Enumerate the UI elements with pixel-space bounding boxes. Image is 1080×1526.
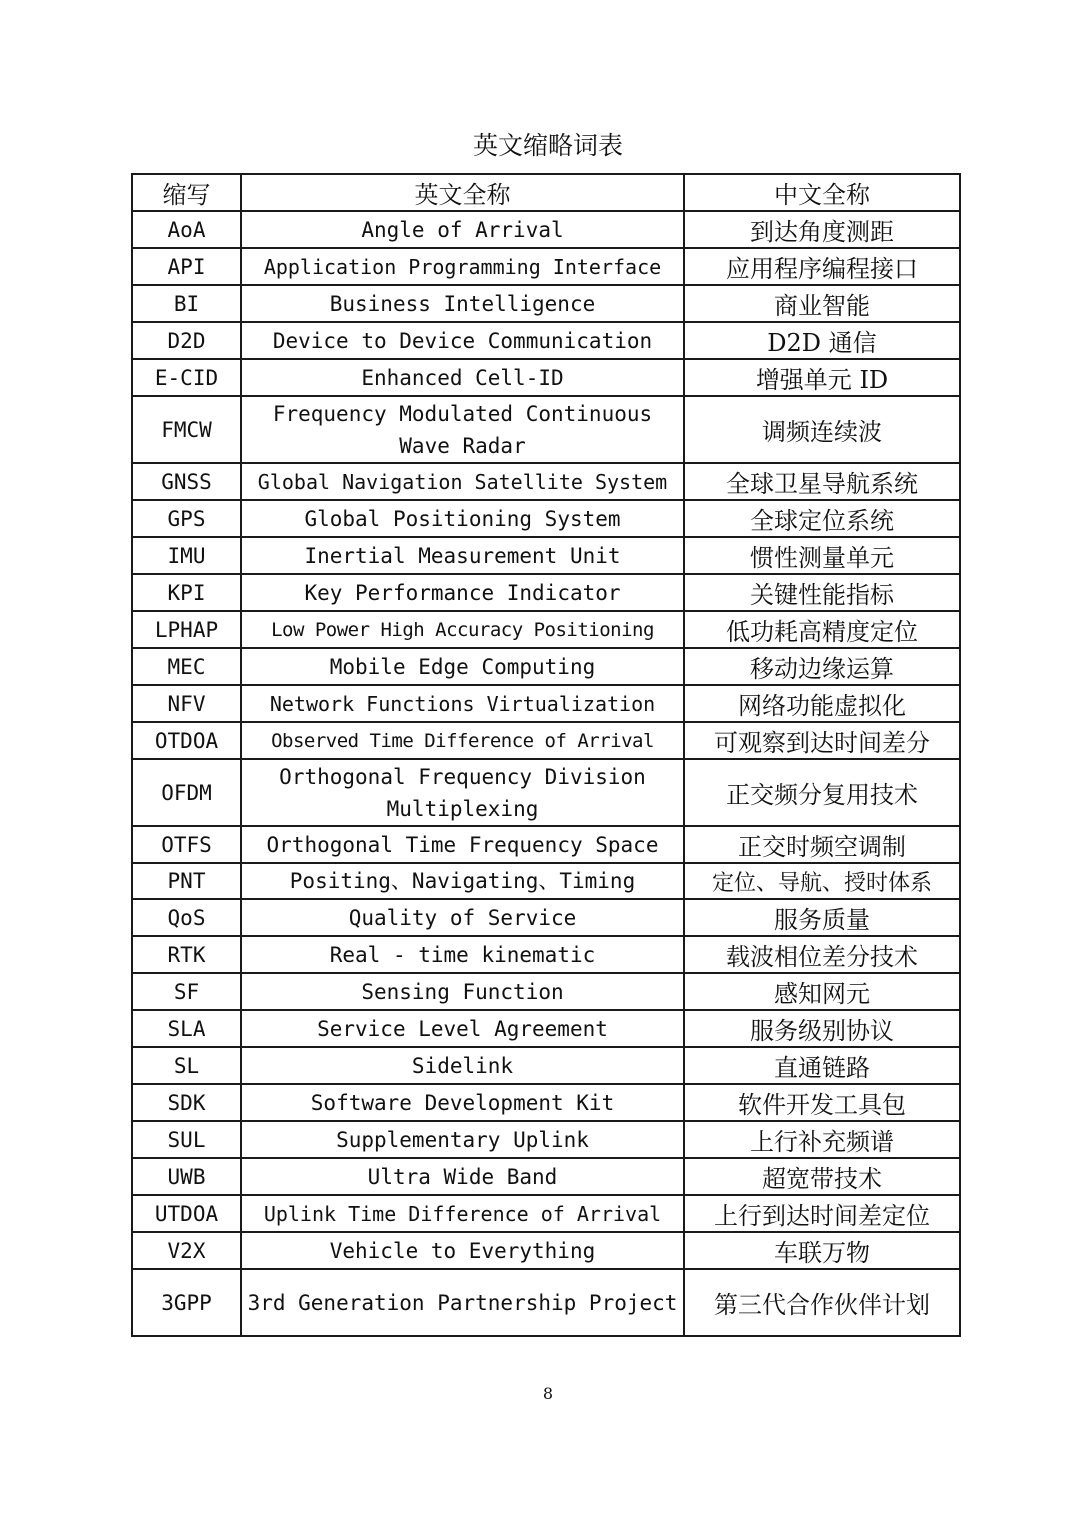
page-number: 8 — [542, 1384, 554, 1403]
english-cell: Supplementary Uplink — [241, 1121, 684, 1158]
english-cell: Key Performance Indicator — [241, 574, 684, 611]
abbr-cell: API — [132, 248, 241, 285]
chinese-cell: 移动边缘运算 — [684, 648, 960, 685]
table-row — [132, 899, 960, 936]
header-abbreviation: 缩写 — [132, 174, 241, 211]
english-cell: 3rd Generation Partnership Project — [241, 1269, 684, 1336]
table-row — [132, 285, 960, 322]
table-row — [132, 1195, 960, 1232]
table-row — [132, 722, 960, 759]
english-cell: Sidelink — [241, 1047, 684, 1084]
chinese-cell: 车联万物 — [684, 1232, 960, 1269]
abbr-cell: IMU — [132, 537, 241, 574]
table-row — [132, 211, 960, 248]
abbr-cell: SLA — [132, 1010, 241, 1047]
chinese-cell: 软件开发工具包 — [684, 1084, 960, 1121]
english-cell: Real - time kinematic — [241, 936, 684, 973]
table-row — [132, 1084, 960, 1121]
abbr-cell: KPI — [132, 574, 241, 611]
abbr-cell: FMCW — [132, 396, 241, 463]
english-cell: Software Development Kit — [241, 1084, 684, 1121]
english-cell: Low Power High Accuracy Positioning — [241, 611, 684, 648]
english-cell: Positing、Navigating、Timing — [241, 863, 684, 899]
table-row — [132, 863, 960, 899]
table-row — [132, 396, 960, 463]
english-cell: Device to Device Communication — [241, 322, 684, 359]
header-chinese-name: 中文全称 — [684, 174, 960, 211]
table-row — [132, 936, 960, 973]
english-cell: Global Positioning System — [241, 500, 684, 537]
abbr-cell: GPS — [132, 500, 241, 537]
table-row — [132, 648, 960, 685]
chinese-cell: 关键性能指标 — [684, 574, 960, 611]
chinese-cell: 载波相位差分技术 — [684, 936, 960, 973]
abbr-cell: QoS — [132, 899, 241, 936]
english-cell: Service Level Agreement — [241, 1010, 684, 1047]
page-title: 英文缩略词表 — [472, 131, 623, 160]
abbr-cell: NFV — [132, 685, 241, 722]
table-row — [132, 759, 960, 826]
chinese-cell: 全球定位系统 — [684, 500, 960, 537]
abbr-cell: OTFS — [132, 826, 241, 863]
abbr-cell: 3GPP — [132, 1269, 241, 1336]
chinese-cell: 到达角度测距 — [684, 211, 960, 248]
chinese-cell: 感知网元 — [684, 973, 960, 1010]
english-cell: Uplink Time Difference of Arrival — [241, 1195, 684, 1232]
table-row — [132, 463, 960, 500]
table-header-row — [132, 174, 960, 211]
english-cell: Angle of Arrival — [241, 211, 684, 248]
table-row — [132, 1269, 960, 1336]
abbr-cell: UTDOA — [132, 1195, 241, 1232]
abbr-cell: SDK — [132, 1084, 241, 1121]
chinese-cell: 服务质量 — [684, 899, 960, 936]
abbr-cell: PNT — [132, 863, 241, 899]
table-row — [132, 1158, 960, 1195]
english-cell: Sensing Function — [241, 973, 684, 1010]
english-cell: Observed Time Difference of Arrival — [241, 722, 684, 759]
abbr-cell: E-CID — [132, 359, 241, 396]
english-cell: Orthogonal Time Frequency Space — [241, 826, 684, 863]
english-cell: Vehicle to Everything — [241, 1232, 684, 1269]
chinese-cell: 正交时频空调制 — [684, 826, 960, 863]
table-row — [132, 574, 960, 611]
abbr-cell: D2D — [132, 322, 241, 359]
table-row — [132, 1010, 960, 1047]
header-english-name: 英文全称 — [241, 174, 684, 211]
chinese-cell: 应用程序编程接口 — [684, 248, 960, 285]
abbr-cell: RTK — [132, 936, 241, 973]
chinese-cell: 定位、导航、授时体系 — [684, 863, 960, 899]
abbr-cell: GNSS — [132, 463, 241, 500]
abbr-cell: OTDOA — [132, 722, 241, 759]
chinese-cell: 直通链路 — [684, 1047, 960, 1084]
english-cell: Ultra Wide Band — [241, 1158, 684, 1195]
table-row — [132, 359, 960, 396]
table-row — [132, 248, 960, 285]
english-cell: Enhanced Cell-ID — [241, 359, 684, 396]
table-row — [132, 685, 960, 722]
chinese-cell: 增强单元 ID — [684, 359, 960, 396]
table-row — [132, 611, 960, 648]
abbr-cell: BI — [132, 285, 241, 322]
english-cell: Inertial Measurement Unit — [241, 537, 684, 574]
chinese-cell: 调频连续波 — [684, 396, 960, 463]
chinese-cell: 超宽带技术 — [684, 1158, 960, 1195]
abbr-cell: SUL — [132, 1121, 241, 1158]
english-cell: Quality of Service — [241, 899, 684, 936]
abbr-cell: OFDM — [132, 759, 241, 826]
english-cell: Network Functions Virtualization — [241, 685, 684, 722]
abbr-cell: V2X — [132, 1232, 241, 1269]
abbr-cell: SF — [132, 973, 241, 1010]
table-row — [132, 500, 960, 537]
chinese-cell: D2D 通信 — [684, 322, 960, 359]
chinese-cell: 商业智能 — [684, 285, 960, 322]
table-row — [132, 537, 960, 574]
chinese-cell: 第三代合作伙伴计划 — [684, 1269, 960, 1336]
chinese-cell: 上行到达时间差定位 — [684, 1195, 960, 1232]
abbr-cell: SL — [132, 1047, 241, 1084]
table-row — [132, 1047, 960, 1084]
table-row — [132, 826, 960, 863]
abbr-cell: MEC — [132, 648, 241, 685]
chinese-cell: 可观察到达时间差分 — [684, 722, 960, 759]
table-row — [132, 973, 960, 1010]
english-cell: Global Navigation Satellite System — [241, 463, 684, 500]
english-cell: Mobile Edge Computing — [241, 648, 684, 685]
chinese-cell: 上行补充频谱 — [684, 1121, 960, 1158]
abbr-cell: UWB — [132, 1158, 241, 1195]
table-row — [132, 1232, 960, 1269]
abbreviation-table — [131, 173, 961, 1337]
chinese-cell: 网络功能虚拟化 — [684, 685, 960, 722]
table-row — [132, 1121, 960, 1158]
english-cell: Business Intelligence — [241, 285, 684, 322]
chinese-cell: 正交频分复用技术 — [684, 759, 960, 826]
english-cell: Frequency Modulated Continuous Wave Radar — [241, 396, 684, 463]
abbr-cell: AoA — [132, 211, 241, 248]
chinese-cell: 惯性测量单元 — [684, 537, 960, 574]
chinese-cell: 低功耗高精度定位 — [684, 611, 960, 648]
chinese-cell: 全球卫星导航系统 — [684, 463, 960, 500]
abbr-cell: LPHAP — [132, 611, 241, 648]
table-row — [132, 322, 960, 359]
english-cell: Orthogonal Frequency Division Multiplexing — [241, 759, 684, 826]
english-cell: Application Programming Interface — [241, 248, 684, 285]
chinese-cell: 服务级别协议 — [684, 1010, 960, 1047]
